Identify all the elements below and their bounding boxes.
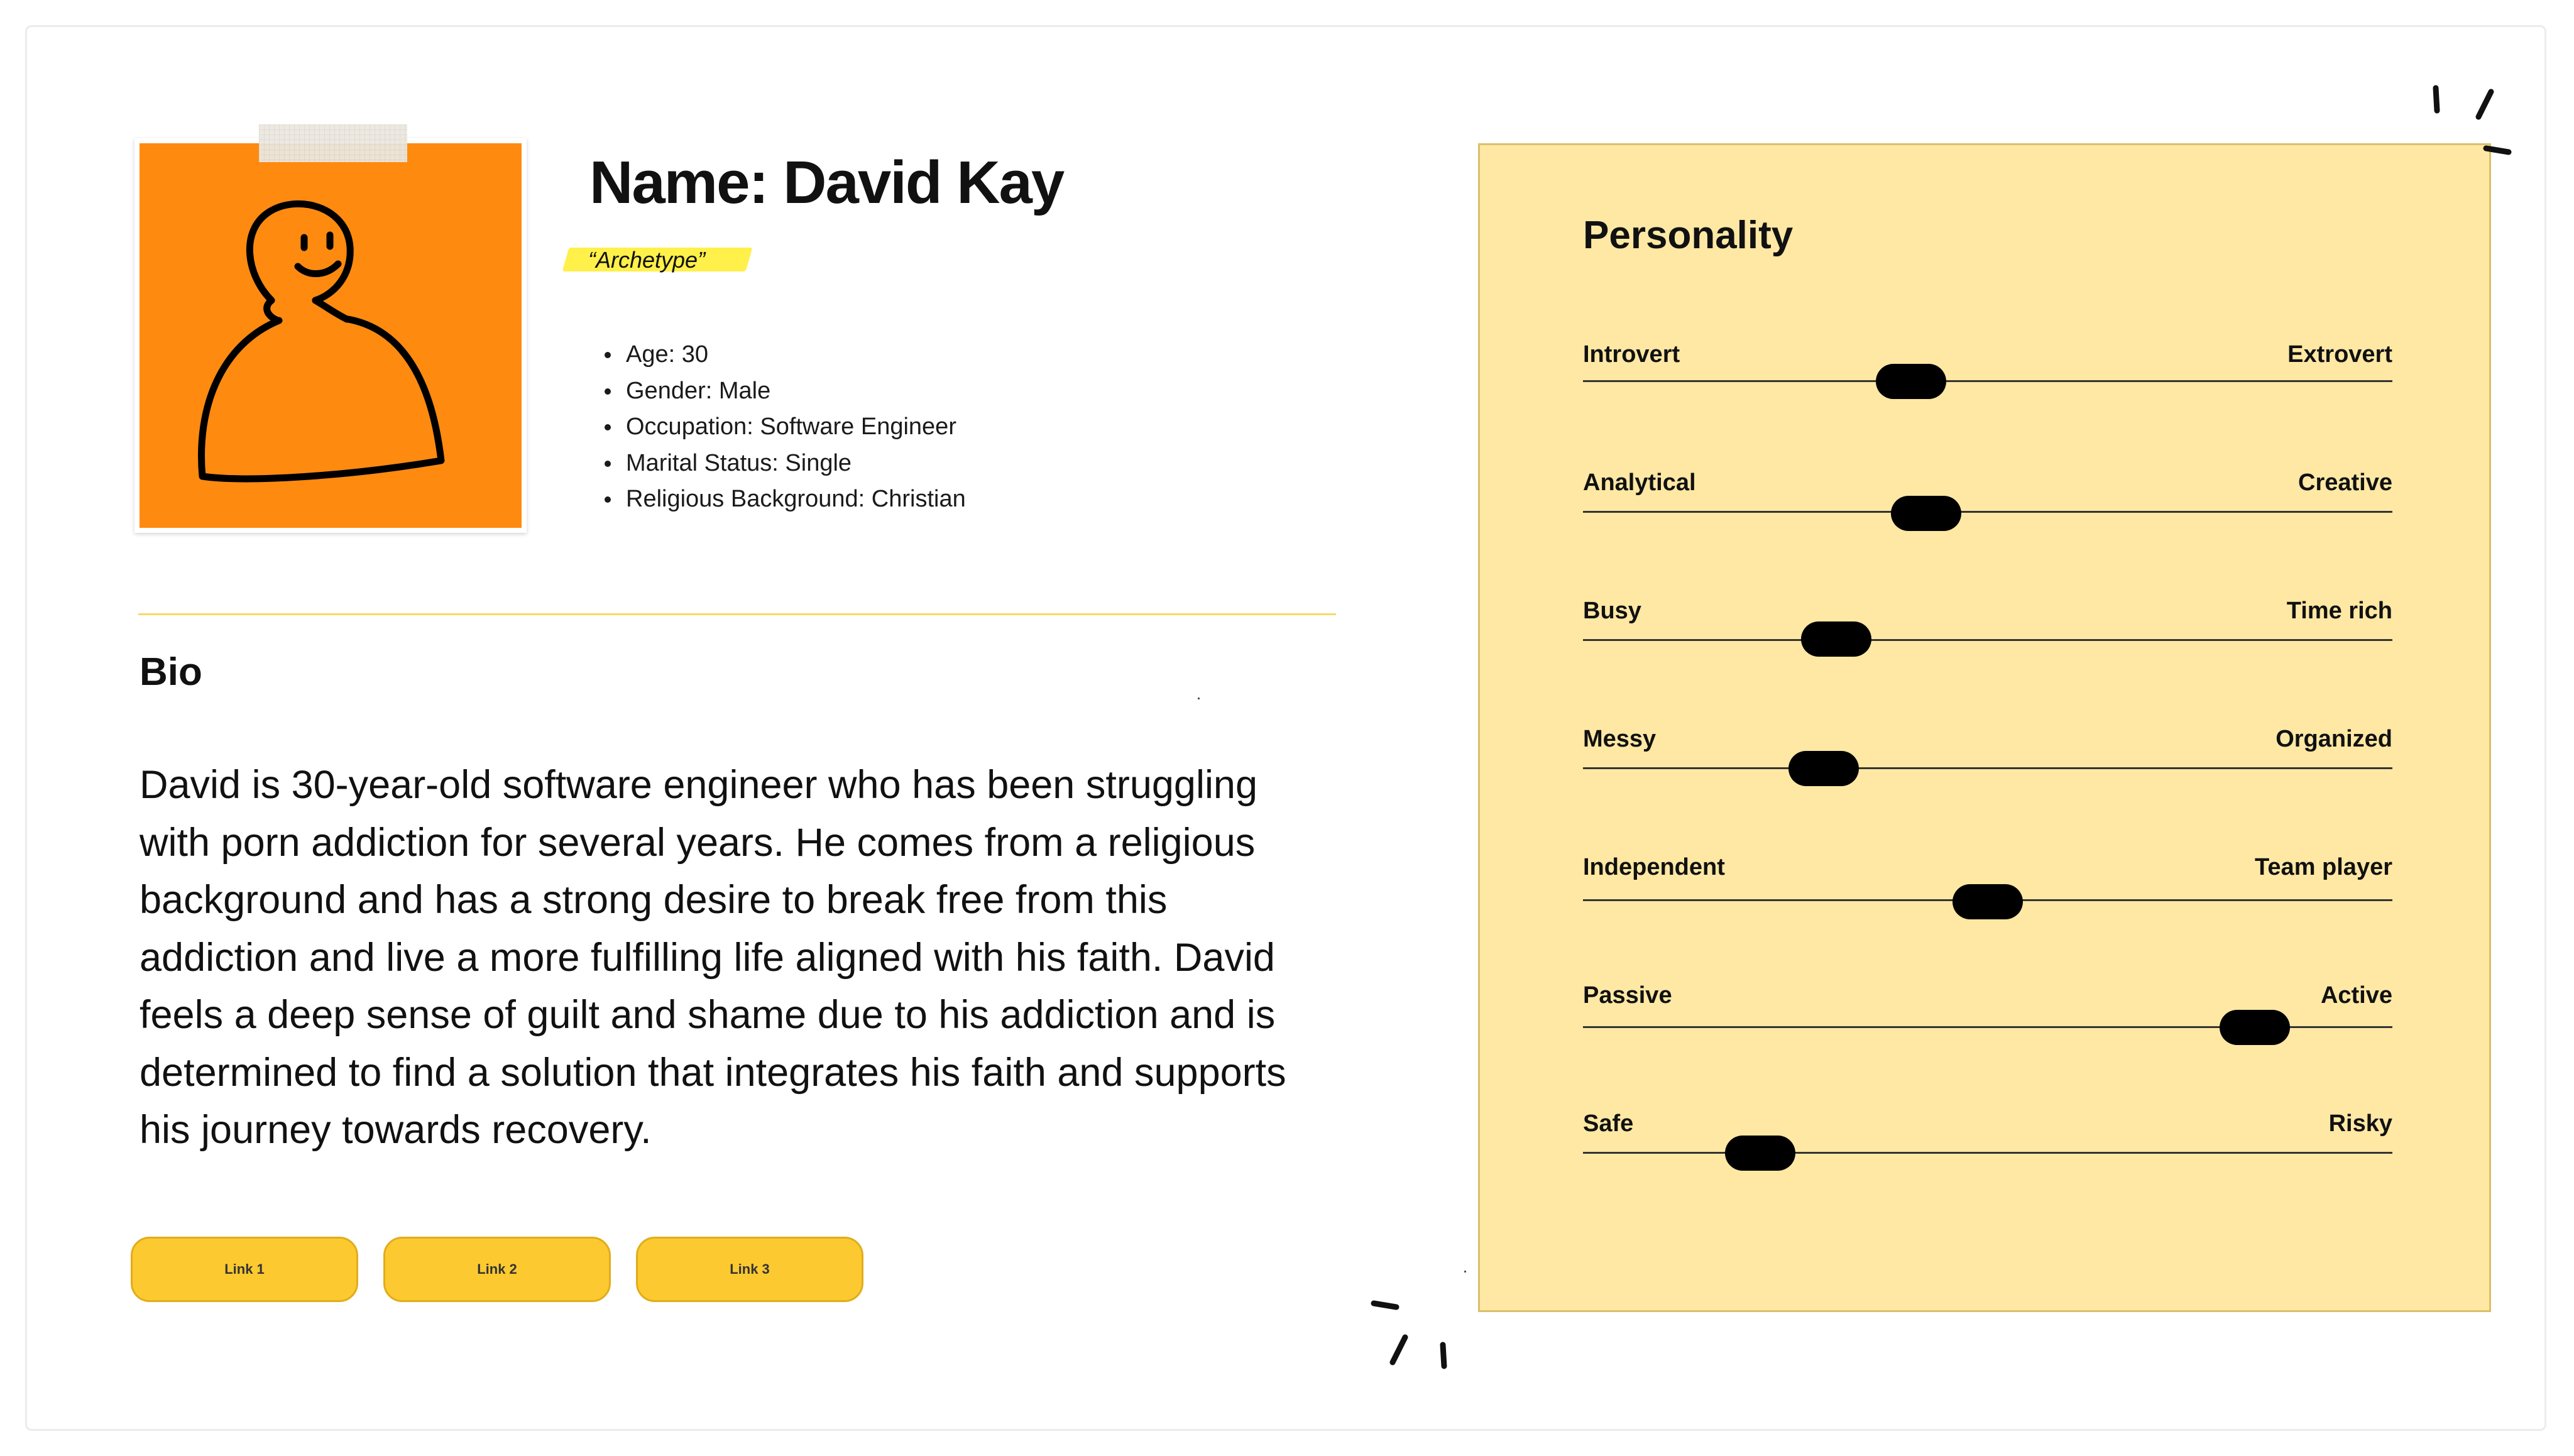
- fact-gender: Gender: Male: [603, 373, 966, 410]
- trait-introvert-extrovert: [1583, 341, 2392, 417]
- trait-right-label: Time rich: [2286, 598, 2392, 624]
- slider-thumb[interactable]: [1725, 1136, 1795, 1171]
- fact-age: Age: 30: [603, 337, 966, 373]
- fact-occupation: Occupation: Software Engineer: [603, 409, 966, 446]
- trait-right-label: Team player: [2255, 854, 2392, 880]
- slider-track: [1583, 511, 2392, 513]
- slider-thumb[interactable]: [1788, 751, 1859, 786]
- trait-right-label: Risky: [2328, 1110, 2392, 1137]
- trait-left-label: Messy: [1583, 726, 1657, 752]
- trait-left-label: Safe: [1583, 1110, 1634, 1137]
- archetype-label: “Archetype”: [588, 247, 706, 273]
- slider-thumb[interactable]: [1891, 496, 1961, 531]
- link-2-button[interactable]: Link 2: [383, 1237, 611, 1302]
- slider-thumb[interactable]: [1952, 884, 2023, 919]
- avatar-background: [140, 143, 522, 528]
- stray-dot: [1198, 698, 1200, 699]
- trait-right-label: Extrovert: [2287, 341, 2392, 368]
- slider-track: [1583, 1152, 2392, 1154]
- fact-marital-status: Marital Status: Single: [603, 446, 966, 482]
- bio-heading: Bio: [140, 650, 202, 694]
- slider-thumb[interactable]: [1876, 364, 1946, 399]
- bio-text: David is 30-year-old software engineer who has been struggling with porn addiction for several years. He comes from a religious background and has a strong desire to break free from this addiction and live a more fulfilling life aligned with his faith. David feels a deep sense of guilt and shame due to his addiction and is determined to find a solution that integrates his faith and supports his journey towards recovery.: [140, 763, 1286, 1152]
- section-divider: [138, 613, 1336, 615]
- personality-title: Personality: [1583, 214, 1794, 257]
- personality-panel: [1478, 143, 2491, 1312]
- trait-left-label: Analytical: [1583, 469, 1696, 496]
- persona-name: Name: David Kay: [589, 149, 1064, 216]
- slider-track: [1583, 767, 2392, 769]
- persona-facts-list: [603, 337, 966, 518]
- trait-right-label: Active: [2320, 982, 2392, 1009]
- trait-independent-team-player: [1583, 854, 2392, 929]
- avatar: [134, 138, 527, 533]
- trait-right-label: Creative: [2298, 469, 2392, 496]
- trait-left-label: Introvert: [1583, 341, 1680, 368]
- person-doodle-icon: [140, 143, 522, 528]
- slider-track: [1583, 639, 2392, 641]
- stray-dot: [1464, 1271, 1466, 1273]
- trait-left-label: Passive: [1583, 982, 1672, 1009]
- trait-busy-time-rich: [1583, 598, 2392, 673]
- trait-right-label: Organized: [2276, 726, 2392, 752]
- slider-thumb[interactable]: [1801, 621, 1871, 657]
- archetype-tag: [566, 246, 749, 271]
- fact-religious-background: Religious Background: Christian: [603, 481, 966, 518]
- trait-left-label: Busy: [1583, 598, 1641, 624]
- trait-analytical-creative: [1583, 469, 2392, 545]
- trait-passive-active: [1583, 982, 2392, 1058]
- trait-left-label: Independent: [1583, 854, 1725, 880]
- trait-safe-risky: [1583, 1110, 2392, 1186]
- tape-strip: [259, 124, 407, 162]
- slider-track: [1583, 380, 2392, 382]
- slider-thumb[interactable]: [2220, 1010, 2290, 1045]
- link-1-button[interactable]: Link 1: [131, 1237, 358, 1302]
- trait-messy-organized: [1583, 726, 2392, 801]
- link-3-button[interactable]: Link 3: [636, 1237, 863, 1302]
